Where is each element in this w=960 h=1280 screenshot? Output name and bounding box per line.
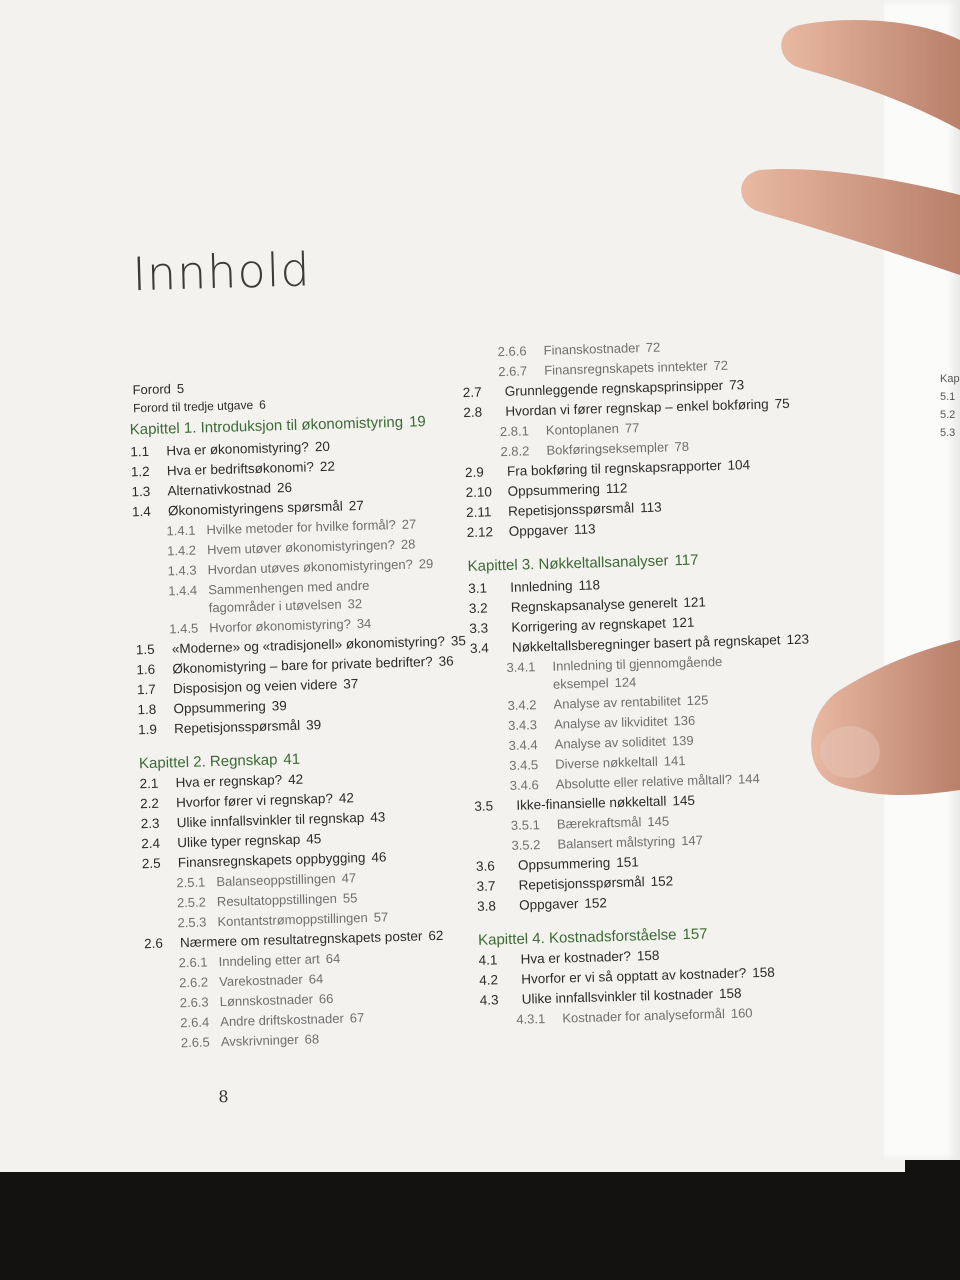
toc-subsection xyxy=(497,339,660,362)
entry-number: 1.4.3 xyxy=(167,562,197,579)
entry-label: Forord til tredje utgave xyxy=(132,397,254,416)
entry-page: 62 xyxy=(428,927,444,944)
entry-number: 2.7 xyxy=(462,384,482,401)
entry-label: Analyse av rentabilitet xyxy=(553,693,681,712)
entry-page: 37 xyxy=(343,676,359,692)
toc-subsection xyxy=(179,990,333,1012)
toc-section xyxy=(141,830,322,853)
entry-number: 3.1 xyxy=(468,580,488,597)
entry-label: Analyse av likviditet xyxy=(553,713,668,732)
entry-number: 2.6.3 xyxy=(179,994,209,1011)
entry-number: 1.7 xyxy=(136,681,156,698)
entry-label: Finanskostnader xyxy=(543,340,640,358)
toc-chapter-heading xyxy=(139,751,301,773)
entry-label: Absolutte eller relative måltall? xyxy=(555,771,733,792)
entry-page: 47 xyxy=(341,870,357,886)
peek-line: 5.3 xyxy=(940,427,956,439)
entry-page: 46 xyxy=(371,849,387,865)
entry-number: 2.6.4 xyxy=(180,1014,210,1031)
entry-label: Ulike typer regnskap xyxy=(177,831,301,851)
entry-page: 19 xyxy=(408,413,427,431)
entry-label: Hvilke metoder for hvilke formål? xyxy=(206,517,396,538)
entry-number: 2.6.1 xyxy=(178,954,208,971)
entry-number: 2.8.1 xyxy=(499,423,530,440)
entry-number: 2.1 xyxy=(139,775,159,792)
entry-page: 29 xyxy=(418,555,434,572)
entry-page: 121 xyxy=(671,614,695,631)
toc-chapter-heading xyxy=(129,413,426,439)
entry-page: 27 xyxy=(401,516,417,532)
entry-label: Sammenhengen med andre xyxy=(208,577,370,598)
entry-label: Kapittel 2. Regnskap xyxy=(138,751,278,773)
entry-label: Forord xyxy=(132,381,172,398)
entry-number: 1.4.1 xyxy=(166,522,196,539)
entry-number: 2.2 xyxy=(139,795,160,812)
toc-subsection xyxy=(181,1030,320,1052)
toc-subsection xyxy=(507,673,637,695)
entry-number: 2.3 xyxy=(140,815,160,832)
entry-page: 123 xyxy=(786,631,810,648)
entry-number: 3.4.1 xyxy=(506,659,536,675)
entry-number: 3.7 xyxy=(476,878,496,894)
entry-label: Balanseoppstillingen xyxy=(216,870,336,890)
entry-label: Hva er regnskap? xyxy=(175,772,283,791)
entry-page: 45 xyxy=(306,831,322,847)
toc-section xyxy=(476,853,639,876)
entry-label: Grunnleggende regnskapsprinsipper xyxy=(504,377,724,399)
entry-number: 1.9 xyxy=(137,721,158,738)
entry-page: 144 xyxy=(737,770,760,787)
entry-label: «Moderne» og «tradisjonell» økonomistyring? xyxy=(171,633,446,657)
entry-number: 1.3 xyxy=(131,483,151,500)
next-page-peek xyxy=(940,370,960,442)
toc-section xyxy=(131,458,336,482)
entry-number: 2.11 xyxy=(465,504,492,521)
entry-page: 72 xyxy=(713,357,729,374)
entry-label: Innledning til gjennomgående xyxy=(552,653,723,674)
entry-number: 2.8.2 xyxy=(500,443,530,460)
entry-label: Fra bokføring til regnskapsrapporter xyxy=(506,457,722,479)
entry-label: Repetisjonsspørsmål xyxy=(507,500,635,519)
entry-number: 2.6.6 xyxy=(497,343,527,360)
entry-label: Repetisjonsspørsmål xyxy=(173,717,301,737)
entry-number: 3.3 xyxy=(469,620,489,637)
toc-section xyxy=(137,697,287,719)
entry-label: Hvorfor økonomistyring? xyxy=(209,616,352,636)
entry-label: Kapittel 3. Nøkkeltallsanalyser xyxy=(467,552,669,576)
entry-label: Oppgaver xyxy=(508,522,569,539)
toc-subsection xyxy=(508,712,696,735)
entry-number: 2.5.3 xyxy=(177,914,207,931)
entry-label: Hvem utøver økonomistyringen? xyxy=(206,537,396,558)
entry-page: 68 xyxy=(304,1031,320,1047)
peek-line: 5.1 xyxy=(940,391,956,403)
entry-page: 145 xyxy=(672,792,696,809)
entry-page: 26 xyxy=(276,479,293,496)
entry-number: 1.1 xyxy=(130,443,150,460)
toc-subsection xyxy=(511,832,703,855)
toc-subsection xyxy=(177,889,358,912)
entry-page: 43 xyxy=(370,809,386,825)
entry-page: 66 xyxy=(318,990,334,1007)
peek-line: Kap xyxy=(940,373,960,385)
entry-page: 112 xyxy=(605,480,628,497)
toc-subsection xyxy=(176,869,356,892)
entry-number: 3.4.5 xyxy=(509,757,539,773)
toc-subsection xyxy=(179,970,324,992)
toc-subsection xyxy=(516,1004,753,1029)
entry-page: 5 xyxy=(176,380,185,397)
entry-page: 72 xyxy=(645,339,661,355)
entry-label: eksempel xyxy=(552,675,609,692)
entry-page: 157 xyxy=(682,925,708,944)
entry-page: 117 xyxy=(674,551,699,570)
entry-page: 152 xyxy=(650,873,674,890)
entry-page: 118 xyxy=(578,577,601,593)
entry-page: 41 xyxy=(283,750,301,769)
entry-label: Finansregnskapets inntekter xyxy=(544,358,708,378)
entry-number: 3.4.4 xyxy=(508,737,538,753)
entry-label: Oppgaver xyxy=(518,896,579,913)
entry-page: 145 xyxy=(647,813,670,830)
entry-number: 3.5.2 xyxy=(511,837,541,853)
entry-label: Kapittel 1. Introduksjon til økonomistyring xyxy=(129,413,404,439)
entry-label: Ikke-finansielle nøkkeltall xyxy=(516,793,667,813)
entry-page: 113 xyxy=(573,521,596,538)
entry-number: 3.6 xyxy=(475,858,496,874)
entry-number: 2.6.5 xyxy=(180,1034,210,1051)
entry-label: Økonomistyring – bare for private bedrifter? xyxy=(172,654,433,677)
entry-label: fagområder i utøvelsen xyxy=(208,596,342,616)
entry-page: 20 xyxy=(314,438,331,455)
entry-page: 77 xyxy=(624,420,640,436)
entry-page: 32 xyxy=(347,595,363,612)
toc-section xyxy=(465,480,627,503)
entry-page: 151 xyxy=(616,854,640,870)
entry-page: 73 xyxy=(728,377,745,393)
peek-line: 5.2 xyxy=(940,409,956,421)
entry-label: Lønnskostnader xyxy=(219,991,314,1010)
entry-number: 3.4 xyxy=(469,640,489,656)
entry-label: Hvorfor fører vi regnskap? xyxy=(175,790,334,811)
entry-page: 75 xyxy=(774,395,790,412)
entry-label: Disposisjon og veien videre xyxy=(172,676,338,697)
entry-label: Alternativkostnad xyxy=(167,480,272,499)
entry-number: 4.3.1 xyxy=(516,1011,546,1027)
toc-subsection xyxy=(178,950,340,973)
entry-page: 158 xyxy=(752,964,775,981)
entry-number: 2.5.2 xyxy=(176,894,207,911)
entry-label: Diverse nøkkeltall xyxy=(555,753,658,772)
entry-label: Ulike innfallsvinkler til kostnader xyxy=(521,986,714,1007)
entry-label: Finansregnskapets oppbygging xyxy=(177,850,366,871)
entry-page: 139 xyxy=(671,732,694,749)
indent-spacer xyxy=(507,689,553,690)
entry-label: Bærekraftsmål xyxy=(556,814,642,832)
entry-page: 55 xyxy=(342,890,358,906)
entry-label: Korrigering av regnskapet xyxy=(511,615,667,635)
entry-page: 42 xyxy=(287,771,304,788)
toc-subsection xyxy=(511,813,670,835)
toc-section xyxy=(478,947,659,970)
entry-label: Resultatoppstillingen xyxy=(216,890,338,910)
entry-label: Balansert målstyring xyxy=(557,833,676,852)
entry-label: Oppsummering xyxy=(173,698,266,717)
entry-label: Hvordan vi fører regnskap – enkel bokføring xyxy=(505,396,769,419)
page-number: 8 xyxy=(218,1086,229,1107)
toc-entry-front xyxy=(132,380,184,399)
toc-section xyxy=(468,576,600,598)
toc-section xyxy=(137,675,359,699)
entry-page: 121 xyxy=(683,594,707,611)
entry-number: 3.8 xyxy=(476,898,497,914)
entry-page: 36 xyxy=(438,653,454,669)
entry-page: 113 xyxy=(639,499,662,516)
entry-label: Hva er økonomistyring? xyxy=(166,439,310,459)
entry-number: 2.6 xyxy=(143,935,164,952)
entry-page: 27 xyxy=(348,497,364,514)
entry-page: 78 xyxy=(674,438,690,455)
entry-label: Nøkkeltallsberegninger basert på regnskapet xyxy=(511,632,781,655)
entry-number: 2.8 xyxy=(463,404,483,421)
toc-chapter-heading xyxy=(478,925,708,949)
entry-number: 2.4 xyxy=(141,835,161,852)
entry-page: 158 xyxy=(718,985,742,1002)
entry-number: 1.4.2 xyxy=(166,542,197,559)
toc-section xyxy=(131,479,292,501)
entry-page: 104 xyxy=(727,457,751,473)
entry-page: 34 xyxy=(356,615,372,632)
entry-number: 1.6 xyxy=(136,661,156,678)
entry-label: Analyse av soliditet xyxy=(554,733,667,752)
entry-number: 2.5.1 xyxy=(176,874,206,891)
toc-section xyxy=(466,520,595,542)
entry-page: 64 xyxy=(325,950,341,967)
toc-section xyxy=(477,894,607,916)
entry-label: Avskrivninger xyxy=(220,1031,299,1050)
entry-number: 2.10 xyxy=(465,484,493,501)
entry-number: 1.4.4 xyxy=(168,582,198,599)
entry-number: 2.6.7 xyxy=(498,363,528,380)
entry-label: Kontoplanen xyxy=(545,420,620,438)
entry-page: 35 xyxy=(450,633,467,649)
entry-label: Kostnader for analyseformål xyxy=(562,1006,726,1026)
entry-page: 152 xyxy=(584,895,608,911)
toc-section xyxy=(139,771,303,794)
entry-number: 2.6.2 xyxy=(178,974,209,991)
entry-label: Regnskapsanalyse generelt xyxy=(510,595,678,615)
entry-number: 2.9 xyxy=(464,464,485,481)
toc-subsection xyxy=(509,752,686,775)
entry-label: Oppsummering xyxy=(517,855,611,873)
toc-subsection xyxy=(500,419,640,441)
entry-page: 160 xyxy=(730,1005,753,1021)
toc-section xyxy=(466,499,662,522)
entry-number: 3.2 xyxy=(468,600,488,617)
entry-number: 3.4.3 xyxy=(507,717,538,733)
entry-page: 125 xyxy=(686,692,709,708)
entry-label: Varekostnader xyxy=(218,971,303,990)
entry-label: Økonomistyringens spørsmål xyxy=(167,498,343,519)
entry-label: Hvordan utøves økonomistyringen? xyxy=(207,556,413,578)
entry-number: 2.5 xyxy=(141,855,161,872)
entry-label: Bokføringseksempler xyxy=(546,439,669,458)
entry-label: Repetisjonsspørsmål xyxy=(518,874,645,893)
entry-label: Hva er kostnader? xyxy=(520,948,632,967)
entry-number: 4.3 xyxy=(479,992,499,1008)
entry-page: 147 xyxy=(680,832,704,849)
entry-page: 28 xyxy=(400,536,416,552)
entry-label: Innledning xyxy=(510,578,573,595)
entry-page: 136 xyxy=(673,712,696,729)
entry-label: Inndeling etter art xyxy=(218,951,320,970)
entry-label: Kapittel 4. Kostnadsforståelse xyxy=(477,926,677,949)
entry-number: 1.4 xyxy=(131,503,151,520)
entry-number: 1.5 xyxy=(135,641,155,658)
entry-number: 4.2 xyxy=(479,972,499,988)
entry-label: Ulike innfallsvinkler til regnskap xyxy=(176,810,365,831)
toc-subsection xyxy=(508,732,693,755)
entry-page: 124 xyxy=(614,674,637,690)
indent-spacer xyxy=(169,612,209,613)
entry-label: Hva er bedriftsøkonomi? xyxy=(166,459,315,479)
entry-page: 64 xyxy=(308,971,324,987)
entry-page: 39 xyxy=(271,698,288,714)
entry-number: 2.12 xyxy=(466,524,494,541)
page-title: Innhold xyxy=(131,242,312,302)
entry-page: 67 xyxy=(349,1010,365,1026)
entry-label: Kontantstrømoppstillingen xyxy=(217,909,368,930)
entry-label: Nærmere om resultatregnskapets poster xyxy=(179,928,423,951)
entry-page: 22 xyxy=(319,458,336,475)
entry-page: 158 xyxy=(636,947,660,964)
entry-number: 3.5.1 xyxy=(510,817,541,833)
entry-page: 39 xyxy=(305,717,322,733)
entry-number: 3.4.6 xyxy=(509,777,539,793)
toc-entry-front xyxy=(133,396,266,418)
entry-page: 141 xyxy=(663,753,686,769)
entry-number: 1.2 xyxy=(130,463,150,480)
entry-page: 42 xyxy=(338,790,355,806)
toc-section xyxy=(476,872,673,895)
entry-label: Andre driftskostnader xyxy=(220,1010,345,1030)
entry-number: 3.5 xyxy=(474,798,494,814)
entry-page: 57 xyxy=(373,909,389,925)
toc-subsection xyxy=(180,1009,364,1032)
entry-number: 1.8 xyxy=(137,701,157,718)
toc-section xyxy=(138,716,322,739)
entry-number: 4.1 xyxy=(478,952,498,968)
entry-number: 3.4.2 xyxy=(507,697,537,713)
entry-label: Oppsummering xyxy=(507,481,601,499)
entry-label: Hvorfor er vi så opptatt av kostnader? xyxy=(521,965,747,987)
entry-page: 6 xyxy=(258,397,267,412)
toc-chapter-heading xyxy=(467,552,698,576)
entry-number: 1.4.5 xyxy=(169,620,199,637)
